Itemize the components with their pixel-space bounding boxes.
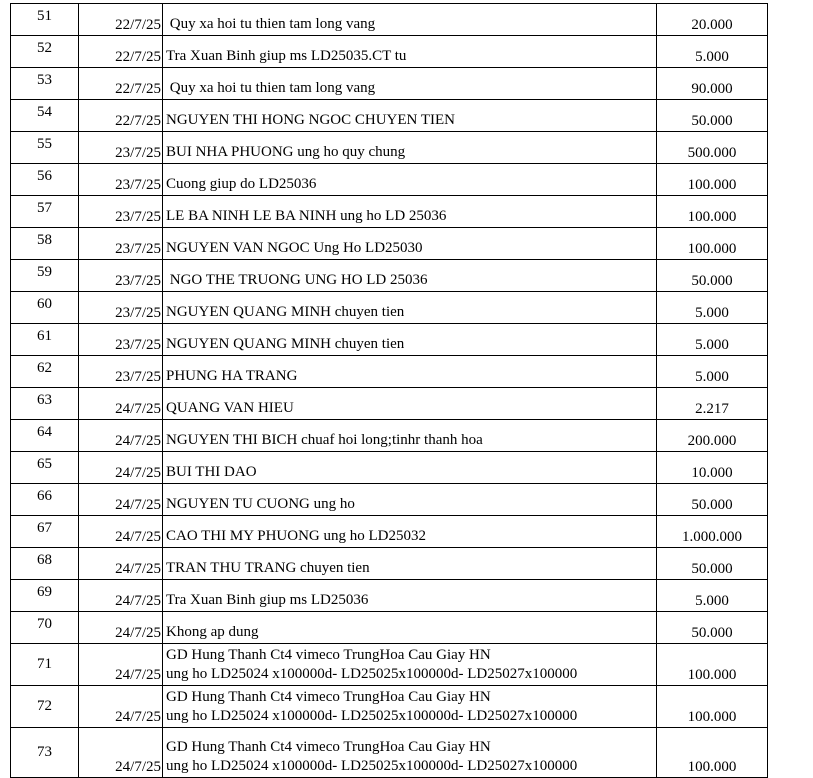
- description-line: NGO THE TRUONG UNG HO LD 25036: [166, 272, 428, 288]
- table-row: [11, 324, 768, 356]
- row-date: 23/7/25: [79, 132, 163, 164]
- description-line: NGUYEN QUANG MINH chuyen tien: [166, 336, 405, 352]
- row-amount: 100.000: [657, 228, 768, 260]
- row-amount: 50.000: [657, 484, 768, 516]
- ledger-body: [11, 4, 768, 778]
- row-description: [163, 388, 657, 420]
- row-amount: 10.000: [657, 452, 768, 484]
- row-amount: 5.000: [657, 580, 768, 612]
- row-description: [163, 4, 657, 36]
- description-line: BUI NHA PHUONG ung ho quy chung: [166, 144, 406, 160]
- row-amount: 100.000: [657, 686, 768, 728]
- row-description: [163, 68, 657, 100]
- row-number: 55: [11, 132, 79, 164]
- row-number: 52: [11, 36, 79, 68]
- row-number: 67: [11, 516, 79, 548]
- table-row: [11, 388, 768, 420]
- row-description: [163, 356, 657, 388]
- row-number: 68: [11, 548, 79, 580]
- row-number: 63: [11, 388, 79, 420]
- row-date: 23/7/25: [79, 292, 163, 324]
- description-line: QUANG VAN HIEU: [166, 400, 294, 416]
- table-row: [11, 420, 768, 452]
- description-line: CAO THI MY PHUONG ung ho LD25032: [166, 528, 427, 544]
- row-date: 24/7/25: [79, 452, 163, 484]
- row-amount: 50.000: [657, 100, 768, 132]
- row-number: 61: [11, 324, 79, 356]
- row-number: 70: [11, 612, 79, 644]
- row-amount: 100.000: [657, 728, 768, 778]
- table-row: [11, 228, 768, 260]
- row-date: 22/7/25: [79, 100, 163, 132]
- description-line: TRAN THU TRANG chuyen tien: [166, 560, 370, 576]
- row-amount: 50.000: [657, 548, 768, 580]
- row-date: 24/7/25: [79, 548, 163, 580]
- row-date: 23/7/25: [79, 324, 163, 356]
- row-description: [163, 36, 657, 68]
- row-description: [163, 686, 657, 728]
- row-amount: 20.000: [657, 4, 768, 36]
- row-date: 24/7/25: [79, 612, 163, 644]
- row-date: 22/7/25: [79, 36, 163, 68]
- description-line: NGUYEN VAN NGOC Ung Ho LD25030: [166, 240, 423, 256]
- row-description: [163, 548, 657, 580]
- row-number: 69: [11, 580, 79, 612]
- table-row: [11, 4, 768, 36]
- description-line: ung ho LD25024 x100000d- LD25025x100000d- LD25027x100000: [166, 758, 578, 774]
- row-amount: 100.000: [657, 644, 768, 686]
- row-amount: 5.000: [657, 36, 768, 68]
- table-row: [11, 548, 768, 580]
- row-amount: 100.000: [657, 164, 768, 196]
- row-description: [163, 644, 657, 686]
- row-description: [163, 196, 657, 228]
- row-date: 23/7/25: [79, 228, 163, 260]
- row-number: 57: [11, 196, 79, 228]
- row-description: [163, 580, 657, 612]
- table-row: [11, 68, 768, 100]
- row-amount: 5.000: [657, 356, 768, 388]
- row-number: 62: [11, 356, 79, 388]
- row-date: 24/7/25: [79, 686, 163, 728]
- row-number: 71: [11, 644, 79, 686]
- table-row: [11, 484, 768, 516]
- row-date: 23/7/25: [79, 164, 163, 196]
- row-amount: 90.000: [657, 68, 768, 100]
- description-line: GD Hung Thanh Ct4 vimeco TrungHoa Cau Giay HN: [166, 739, 491, 755]
- row-date: 24/7/25: [79, 484, 163, 516]
- row-description: [163, 164, 657, 196]
- row-number: 58: [11, 228, 79, 260]
- row-amount: 1.000.000: [657, 516, 768, 548]
- row-date: 24/7/25: [79, 644, 163, 686]
- row-number: 73: [11, 728, 79, 778]
- row-date: 24/7/25: [79, 388, 163, 420]
- description-line: NGUYEN TU CUONG ung ho: [166, 496, 355, 512]
- row-number: 59: [11, 260, 79, 292]
- row-description: [163, 260, 657, 292]
- table-row: [11, 612, 768, 644]
- description-line: NGUYEN QUANG MINH chuyen tien: [166, 304, 405, 320]
- description-line: PHUNG HA TRANG: [166, 368, 298, 384]
- description-line: GD Hung Thanh Ct4 vimeco TrungHoa Cau Giay HN: [166, 647, 491, 663]
- row-amount: 2.217: [657, 388, 768, 420]
- row-number: 65: [11, 452, 79, 484]
- description-line: LE BA NINH LE BA NINH ung ho LD 25036: [166, 208, 447, 224]
- description-line: Tra Xuan Binh giup ms LD25036: [166, 592, 369, 608]
- table-row: [11, 686, 768, 728]
- description-line: NGUYEN THI BICH chuaf hoi long;tinhr thanh hoa: [166, 432, 483, 448]
- description-line: Quy xa hoi tu thien tam long vang: [166, 80, 376, 96]
- description-line: NGUYEN THI HONG NGOC CHUYEN TIEN: [166, 112, 456, 128]
- row-amount: 500.000: [657, 132, 768, 164]
- table-row: [11, 452, 768, 484]
- row-date: 24/7/25: [79, 420, 163, 452]
- table-row: [11, 196, 768, 228]
- table-row: [11, 36, 768, 68]
- table-row: [11, 516, 768, 548]
- row-amount: 50.000: [657, 612, 768, 644]
- description-line: Cuong giup do LD25036: [166, 176, 317, 192]
- row-number: 56: [11, 164, 79, 196]
- row-amount: 200.000: [657, 420, 768, 452]
- row-description: [163, 516, 657, 548]
- table-row: [11, 292, 768, 324]
- row-number: 51: [11, 4, 79, 36]
- row-date: 22/7/25: [79, 4, 163, 36]
- row-number: 60: [11, 292, 79, 324]
- row-description: [163, 324, 657, 356]
- row-number: 64: [11, 420, 79, 452]
- row-amount: 5.000: [657, 292, 768, 324]
- row-date: 23/7/25: [79, 196, 163, 228]
- row-description: [163, 132, 657, 164]
- table-row: [11, 260, 768, 292]
- row-description: [163, 484, 657, 516]
- row-amount: 5.000: [657, 324, 768, 356]
- table-row: [11, 164, 768, 196]
- row-date: 24/7/25: [79, 728, 163, 778]
- row-description: [163, 228, 657, 260]
- description-line: BUI THI DAO: [166, 464, 257, 480]
- row-description: [163, 100, 657, 132]
- table-row: [11, 644, 768, 686]
- table-row: [11, 580, 768, 612]
- row-description: [163, 728, 657, 778]
- table-row: [11, 132, 768, 164]
- row-number: 72: [11, 686, 79, 728]
- row-date: 23/7/25: [79, 356, 163, 388]
- row-amount: 100.000: [657, 196, 768, 228]
- table-row: [11, 728, 768, 778]
- table-row: [11, 356, 768, 388]
- row-description: [163, 420, 657, 452]
- row-amount: 50.000: [657, 260, 768, 292]
- row-description: [163, 452, 657, 484]
- row-date: 24/7/25: [79, 516, 163, 548]
- donation-ledger-table: [10, 3, 768, 778]
- row-date: 22/7/25: [79, 68, 163, 100]
- description-line: Khong ap dung: [166, 624, 259, 640]
- row-date: 24/7/25: [79, 580, 163, 612]
- row-number: 66: [11, 484, 79, 516]
- row-number: 53: [11, 68, 79, 100]
- row-description: [163, 612, 657, 644]
- row-number: 54: [11, 100, 79, 132]
- row-date: 23/7/25: [79, 260, 163, 292]
- description-line: GD Hung Thanh Ct4 vimeco TrungHoa Cau Giay HN: [166, 689, 491, 705]
- row-description: [163, 292, 657, 324]
- description-line: Quy xa hoi tu thien tam long vang: [166, 16, 376, 32]
- description-line: Tra Xuan Binh giup ms LD25035.CT tu: [166, 48, 407, 64]
- table-row: [11, 100, 768, 132]
- description-line: ung ho LD25024 x100000d- LD25025x100000d- LD25027x100000: [166, 708, 578, 724]
- description-line: ung ho LD25024 x100000d- LD25025x100000d- LD25027x100000: [166, 666, 578, 682]
